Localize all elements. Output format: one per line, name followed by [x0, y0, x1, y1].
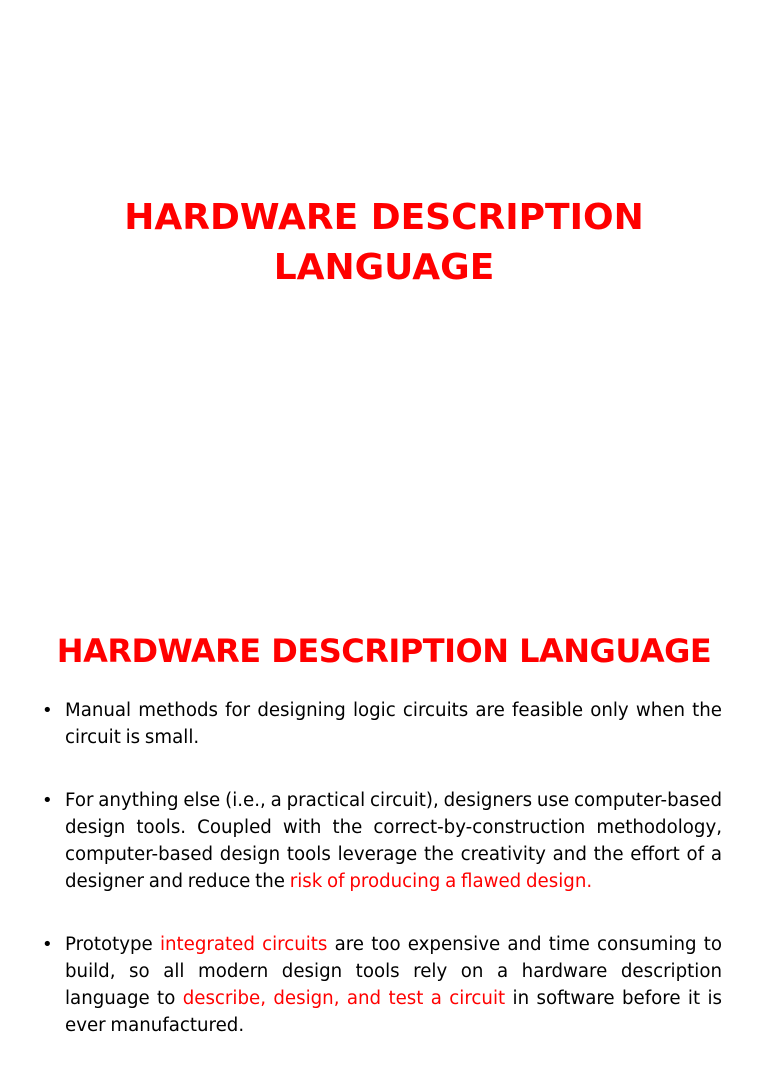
slide-1-title-line-2: LANGUAGE: [273, 247, 495, 288]
slide-1-title-line-1: HARDWARE DESCRIPTION: [124, 197, 644, 238]
bullet-3-highlight-b: describe, design, and test a circuit: [182, 988, 506, 1009]
bullet-3-text-b: are too expensive and time consuming to build, so all modern design tools rely on a hardware description language to: [65, 934, 722, 1009]
slide-2-title: HARDWARE DESCRIPTION LANGUAGE: [56, 632, 712, 670]
bullet-icon: •: [42, 934, 53, 955]
bullet-item-1: [42, 697, 722, 751]
bullet-icon: •: [42, 700, 53, 721]
bullet-2-highlight: risk of producing a flawed design.: [289, 871, 593, 892]
bullet-3-text-c: in software before it is ever manufactured.: [65, 988, 723, 1036]
bullet-icon: •: [42, 790, 53, 811]
bullet-list: [42, 697, 722, 1075]
bullet-item-3: [42, 931, 722, 1039]
bullet-2-text: For anything else (i.e., a practical circuit), designers use computer-based design tools. Coupled with the correct-by-construction methodology, computer-based design tools leverage the creativity and the effort of a designer and reduce the: [65, 790, 722, 892]
bullet-1-text: Manual methods for designing logic circuits are feasible only when the circuit is small.: [65, 700, 722, 748]
slide-1-title: [0, 193, 768, 293]
bullet-item-2: [42, 787, 722, 895]
bullet-3-text-a: Prototype: [65, 934, 160, 955]
bullet-3-highlight-a: integrated circuits: [159, 934, 328, 955]
